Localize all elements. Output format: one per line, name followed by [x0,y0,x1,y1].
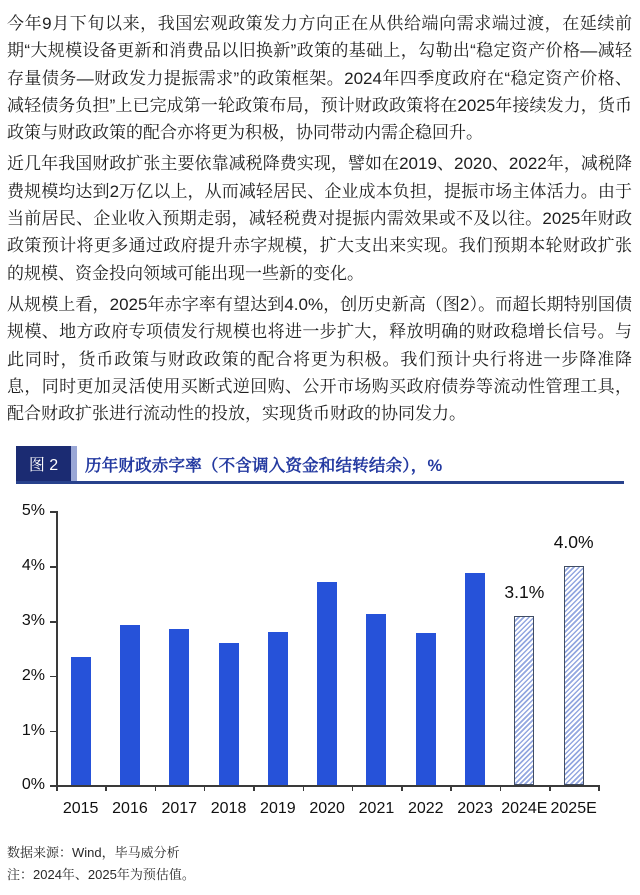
x-tick-label: 2019 [260,800,296,818]
x-tick-label: 2016 [112,800,148,818]
bar-value-label: 4.0% [553,532,594,553]
body-paragraph-2: 近几年我国财政扩张主要依靠减税降费实现，譬如在2019、2020、2022年，减税降费规模均达到2万亿以上，从而减轻居民、企业成本负担，提振市场主体活力。由于当前居民、企业收入预期走弱，减轻税费对提振内需效果或不及以往。2025年财政政策预计将更多通过政府提升赤字规模，扩大支出来实现。我们预期本轮财政扩张的规模、资金投向领域可能出现一些新的变化。 [7,154,632,283]
figure-header [16,446,624,484]
y-axis-tick [50,566,56,568]
bar-2016 [120,625,140,785]
y-axis-line [56,511,58,787]
x-tick-label: 2025E [550,800,597,818]
bar-2021 [366,614,386,786]
deficit-rate-bar-chart [0,495,640,840]
x-tick-label: 2023 [457,800,493,818]
x-axis-tick [155,785,157,791]
x-axis-tick [500,785,502,791]
x-axis-tick [253,785,255,791]
y-tick-label: 0% [21,776,45,794]
x-tick-label: 2017 [161,800,198,818]
x-tick-label: 2022 [407,800,444,818]
body-paragraph-3: 从规模上看，2025年赤字率有望达到4.0%，创历史新高（图2）。而超长期特别国债规模、地方政府专项债发行规模也将进一步扩大，释放明确的财政稳增长信号。与此同时，货币政策与财政政策的配合将更为积极。我们预计央行将进一步降准降息，同时更加灵活使用买断式逆回购、公开市场购买政府债券等流动性管理工具，配合财政扩张进行流动性的投放，实现货币财政的协同发力。 [7,294,632,424]
x-tick-label: 2020 [309,800,345,818]
bar-2017 [169,629,189,786]
x-axis-tick [598,785,600,791]
figure-number-badge: 图 2 [16,446,71,481]
figure-2 [0,446,640,885]
figure-footer [0,840,640,885]
x-axis-line [56,785,599,787]
body-paragraph-1: 今年9月下旬以来，我国宏观政策发力方向正在从供给端向需求端过渡，在延续前期“大规模设备更新和消费品以旧换新”政策的基础上，勾勒出“稳定资产价格—减轻存量债务—财政发力提振需求”的政策框架。2024年四季度政府在“稳定资产价格、减轻债务负担”上已完成第一轮政策布局，预计财政政策将在2025年接续发力，货币政策与财政政策的配合亦将更为积极，协同带动内需企稳回升。 [7,14,632,143]
x-axis-tick [56,785,58,791]
estimate-footnote: 注：2024年、2025年为预估值。 [7,866,195,882]
x-tick-label: 2015 [62,800,99,818]
bar-2020 [317,582,337,785]
bar-2015 [71,657,91,786]
y-axis-tick [50,676,56,678]
bar-2024E [514,616,534,786]
y-tick-label: 4% [21,557,45,575]
y-tick-label: 2% [21,666,45,684]
article-text [0,0,640,427]
y-tick-label: 1% [21,721,45,739]
x-axis-tick [450,785,452,791]
y-axis-tick [50,621,56,623]
x-axis-tick [105,785,107,791]
x-axis-tick [204,785,206,791]
x-axis-tick [303,785,305,791]
x-tick-label: 2018 [210,800,247,818]
bar-2022 [416,633,436,786]
bar-2019 [268,632,288,785]
y-tick-label: 5% [21,502,45,520]
x-tick-label: 2021 [358,800,395,818]
bar-value-label: 3.1% [504,581,545,602]
y-tick-label: 3% [21,612,45,630]
bar-2023 [465,573,485,786]
bar-2025E [564,566,584,785]
figure-title: 历年财政赤字率（不含调入资金和结转结余），% [85,456,443,475]
x-axis-tick [352,785,354,791]
x-axis-tick [401,785,403,791]
data-source-note: 数据来源：Wind，毕马威分析 [7,845,180,861]
x-tick-label: 2024E [501,800,548,818]
bar-2018 [219,643,239,785]
x-axis-tick [549,785,551,791]
y-axis-tick [50,731,56,733]
y-axis-tick [50,511,56,513]
